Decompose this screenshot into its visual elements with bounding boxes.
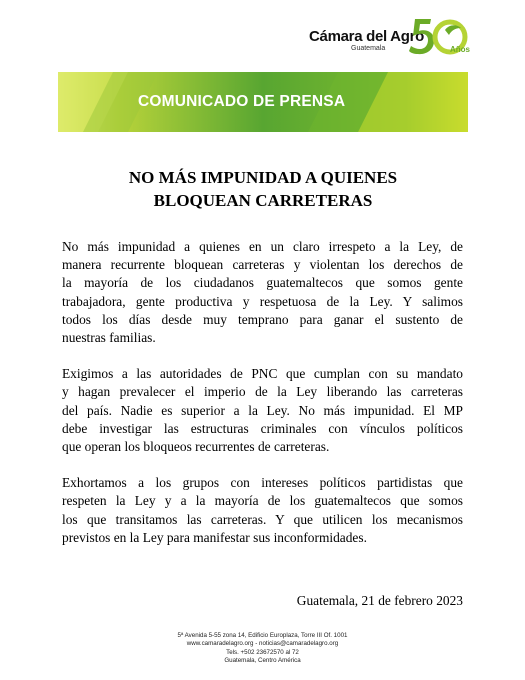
headline-line: NO MÁS IMPUNIDAD A QUIENES — [128, 168, 398, 187]
logo-country: Guatemala — [351, 45, 386, 52]
text-line: debe investigar las estructuras criminales con vínculos políticos — [62, 420, 463, 436]
text-line: nuestras familias. — [62, 330, 156, 346]
banner-title: COMUNICADO DE PRENSA — [138, 93, 346, 110]
footer-address: 5ª Avenida 5-55 zona 14, Edificio Europlaza, Torre III Of. 1001 — [177, 632, 348, 639]
logo-anos: Años — [450, 45, 470, 54]
footer-contact — [0, 632, 525, 666]
footer-web-email: www.camaradelagro.org - noticias@camaradelagro.org — [186, 640, 339, 648]
text-line: Exigimos a las autoridades de PNC que cumplan con su mandato — [62, 366, 463, 382]
text-line: trabajadora, gente productiva y respetuosa de la Ley. Y salimos — [62, 293, 463, 309]
logo-name: Cámara del Agro — [309, 28, 424, 45]
text-line: todos los días desde muy temprano para ganar el sustento de — [62, 311, 463, 327]
text-line: Exhortamos a los grupos con intereses políticos partidistas que — [62, 475, 463, 491]
paragraph — [62, 365, 463, 456]
text-line: que operan los bloqueos recurrentes de carreteras. — [62, 439, 330, 455]
text-line: y hagan prevalecer el imperio de la Ley liberando las carreteras — [62, 384, 463, 400]
footer-phone: Tels. +502 23672570 al 72 — [226, 648, 299, 656]
date-signoff: Guatemala, 21 de febrero 2023 — [296, 593, 463, 608]
text-line: manera recurrente bloquean carreteras y violentan los derechos de — [62, 257, 463, 273]
press-release-banner — [58, 72, 468, 132]
headline — [58, 166, 468, 212]
footer-location: Guatemala, Centro América — [224, 657, 301, 665]
camara-del-agro-logo — [309, 14, 509, 64]
headline-line: BLOQUEAN CARRETERAS — [153, 191, 373, 210]
text-line: del país. Nadie es superior a la Ley. No más impunidad. El MP — [62, 402, 463, 418]
paragraph — [62, 238, 463, 347]
text-line: la mayoría de los ciudadanos guatemaltecos que somos gente — [62, 275, 463, 291]
text-line: los que transitamos las carreteras. Y que utilicen los mecanismos — [62, 511, 463, 527]
text-line: respeten la Ley y a la mayoría de los guatemaltecos que somos — [62, 493, 463, 509]
text-line: No más impunidad a quienes en un claro irrespeto a la Ley, de — [62, 239, 463, 254]
press-release-body — [62, 238, 463, 565]
text-line: previstos en la Ley para manifestar sus inconformidades. — [62, 529, 367, 545]
paragraph — [62, 474, 463, 547]
